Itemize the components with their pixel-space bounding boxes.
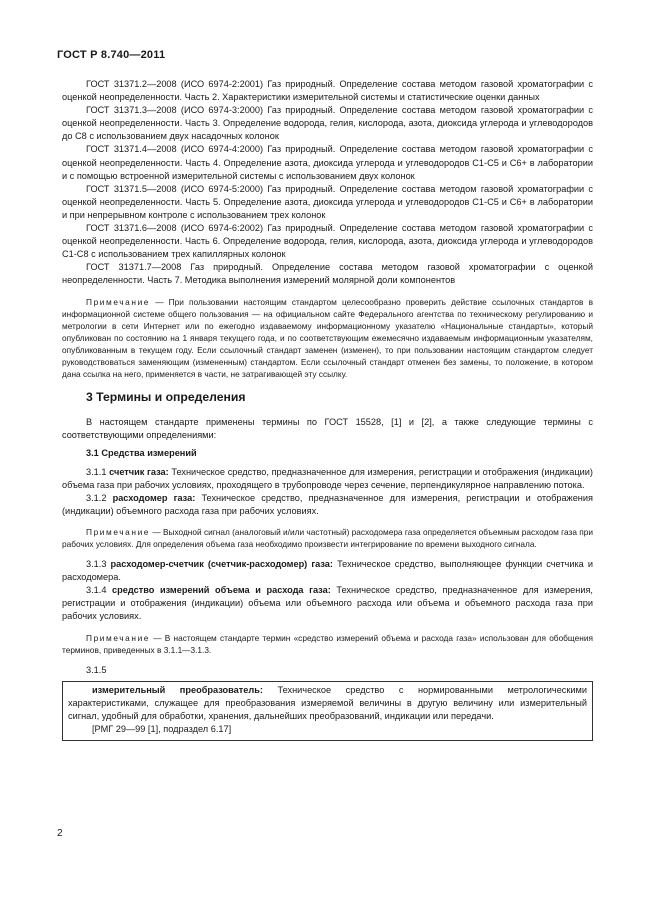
term-definition-box <box>62 681 593 741</box>
standard-header: ГОСТ Р 8.740—2011 <box>57 49 166 61</box>
term-name: счетчик газа: <box>109 466 169 477</box>
term-3-1-5 <box>68 684 587 723</box>
ref-item: ГОСТ 31371.4—2008 (ИСО 6974-4:2000) Газ природный. Определение состава методом газовой хроматографии с оценкой неопределенности. Часть 4. Определение азота, диоксида углерода и углеводородов C1-C5 и C6+ в лаборатории и с помощью встроенной измерительной системы с использованием двух колонок <box>62 144 593 181</box>
note-generalization <box>62 632 593 656</box>
ref-item: ГОСТ 31371.5—2008 (ИСО 6974-5:2000) Газ природный. Определение состава методом газовой хроматографии с оценкой неопределенности. Часть 5. Определение азота, диоксида углерода и углеводородов C1-C5 и C6+ в лаборатории и при непрерывном контроле с использованием трех колонок <box>62 183 593 220</box>
term-definition: Техническое средство, предназначенное для измерения, регистрации и отображения (индикации) объемного расхода газа при рабочих условиях. <box>62 492 593 516</box>
term-name: средство измерений объема и расхода газа: <box>112 585 331 596</box>
term-definition: Техническое средство, предназначенное для измерения, регистрации и отображения (индикации) объема или объемного расхода или объема и объемного расхода газа при рабочих условиях. <box>62 585 593 622</box>
page-content <box>62 78 593 741</box>
term-definition: Техническое средство, выполняющее функции счетчика и расходомера. <box>62 559 594 583</box>
ref-item: ГОСТ 31371.6—2008 (ИСО 6974-6:2002) Газ природный. Определение состава методом газовой хроматографии с оценкой неопределенности. Часть 6. Определение водорода, гелия, кислорода, азота, диоксида углерода и углеводородов C1-C8 с использованием трех капиллярных колонок <box>62 223 593 260</box>
term-3-1-3: 3.1.3 расходомер-счетчик (счетчик-расходомер) газа: Техническое средство, выполняющее функции счетчика и расходомера. <box>62 559 594 583</box>
note-text: — Выходной сигнал (аналоговый и/или частотный) расходомера газа определяется объемным расходом газа при рабочих условиях. Для определения объема газа необходимо произвести интегрирование по времени выходного сигнала. <box>62 526 593 549</box>
term-name: расходомер-счетчик (счетчик-расходомер) газа: <box>110 559 333 570</box>
term-definition: Техническое средство, предназначенное для измерения, регистрации и отображения (индикации) объема газа при рабочих условиях, проходящего в трубопроводе через сечение, перпендикулярное направлению потока. <box>62 466 593 490</box>
subsection-heading: 3.1 Средства измерений <box>86 448 197 459</box>
term-3-1-2: 3.1.2 расходомер газа: Техническое средство, предназначенное для измерения, регистрации и отображения (индикации) объемного расхода газа при рабочих условиях. <box>62 492 593 516</box>
note-text: — При пользовании настоящим стандартом целесообразно проверить действие ссылочных стандартов в информационной системе общего пользования — на официальном сайте Федерального агентства по техническому регулированию и метрологии в сети Интернет или по ежегодно издаваемому информационному указателю «Национальные стандарты», который опубликован по состоянию на 1 января текущего года, и по соответствующим ежемесячно издаваемым информационным указателям, опубликованным в текущем году. Если ссылочный стандарт заменен (изменен), то при пользовании настоящим стандартом следует руководствоваться заменяющим (измененным) стандартом. Если ссылочный стандарт отменен без замены, то положение, в котором дана ссылка на него, применяется в части, не затрагивающей эту ссылку. <box>62 296 593 380</box>
note-output-signal <box>62 526 593 550</box>
term-name: измерительный преобразователь: <box>92 684 263 695</box>
note-label: Примечание <box>86 526 151 537</box>
term-3-1-5-number: 3.1.5 <box>86 664 107 675</box>
term-definition: Техническое средство с нормированными метрологическими характеристиками, служащее для преобразования измеряемой величины в другую величину или измерительный сигнал, удобный для обработки, хранения, дальнейших преобразований, индикации или передачи. <box>68 684 587 722</box>
section-intro: В настоящем стандарте применены термины по ГОСТ 15528, [1] и [2], а также следующие термины с соответствующими определениями: <box>62 417 593 441</box>
note-references <box>62 296 593 381</box>
note-label: Примечание <box>86 296 151 307</box>
ref-item: ГОСТ 31371.7—2008 Газ природный. Определение состава методом газовой хроматографии с оценкой неопределенности. Часть 7. Методика выполнения измерений молярной доли компонентов <box>62 262 593 286</box>
ref-item: ГОСТ 31371.3—2008 (ИСО 6974-3:2000) Газ природный. Определение состава методом газовой хроматографии с оценкой неопределенности. Часть 3. Определение водорода, гелия, кислорода, азота, диоксида углерода и углеводородов до C8 с использованием двух насадочных колонок <box>62 105 593 142</box>
term-3-1-4: 3.1.4 средство измерений объема и расхода газа: Техническое средство, предназначенное для измерения, регистрации и отображения (индикации) объема или объемного расхода или объема и объемного расхода газа при рабочих условиях. <box>62 585 593 622</box>
note-text: — В настоящем стандарте термин «средство измерений объема и расхода газа» использован для обобщения терминов, приведенных в 3.1.1—3.1.3. <box>62 632 593 655</box>
ref-item: ГОСТ 31371.2—2008 (ИСО 6974-2:2001) Газ природный. Определение состава методом газовой хроматографии с оценкой неопределенности. Часть 2. Характеристики измерительной системы и статистические оценки данных <box>62 79 593 103</box>
term-3-1-1: 3.1.1 счетчик газа: Техническое средство, предназначенное для измерения, регистрации и отображения (индикации) объема газа при рабочих условиях, проходящего в трубопроводе через сечение, перпендикулярное направлению потока. <box>62 466 593 490</box>
note-label: Примечание <box>86 632 151 643</box>
term-name: расходомер газа: <box>112 492 196 503</box>
page-number: 2 <box>57 828 63 839</box>
section-heading: 3 Термины и определения <box>86 390 246 405</box>
term-source: [РМГ 29—99 [1], подраздел 6.17] <box>92 724 232 735</box>
